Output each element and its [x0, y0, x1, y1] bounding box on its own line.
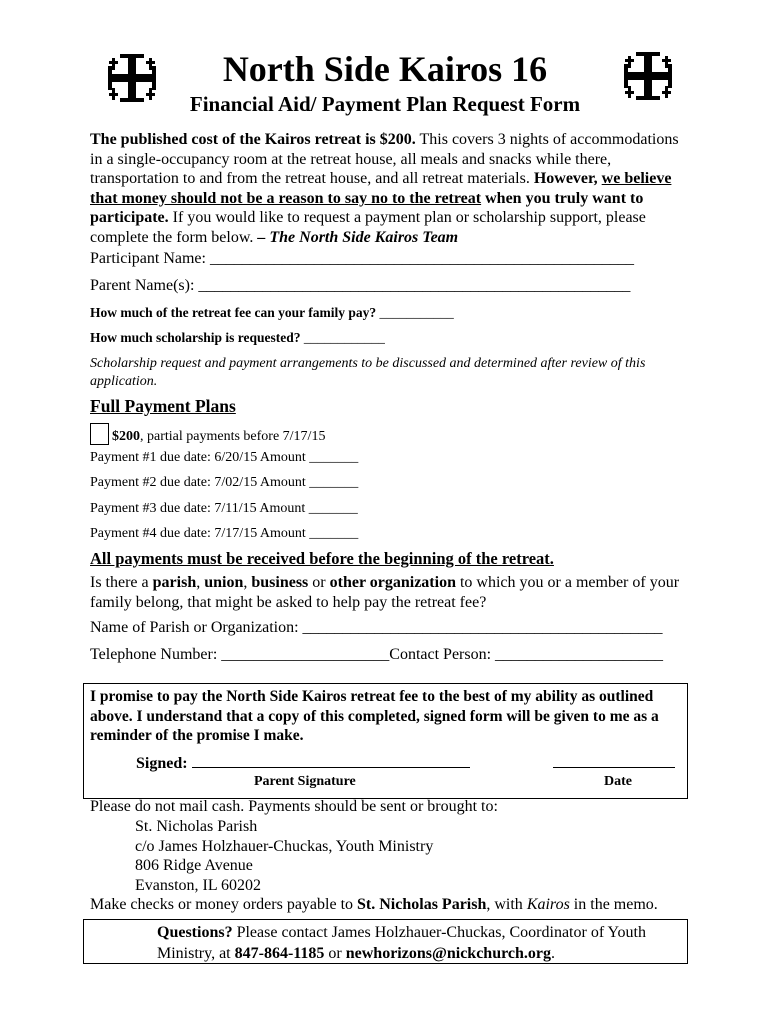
payment-row-2[interactable]: Payment #2 due date: 7/02/15 Amount _______: [90, 475, 359, 490]
date-caption: Date: [604, 774, 632, 789]
telephone-blank[interactable]: _____________________: [221, 646, 390, 663]
signed-label: Signed:: [136, 755, 192, 772]
parent-name-label: Parent Name(s):: [90, 277, 199, 294]
scholarship-note: Scholarship request and payment arrangements to be discussed and determined after review of this application.: [90, 356, 646, 389]
intro-request-text: If you would like to request a payment plan or scholarship support, please complete the form below.: [90, 209, 646, 246]
family-pay-label: How much of the retreat fee can your family pay?: [90, 305, 380, 320]
intro-participate: when you truly want to participate.: [90, 189, 644, 227]
questions-text: Questions? Please contact James Holzhauer-Chuckas, Coordinator of Youth Ministry, at 847-864-1185 or newhorizons@nickchurch.org.: [157, 924, 646, 962]
payment-option-amount: $200: [112, 429, 140, 444]
participant-name-field[interactable]: [90, 250, 634, 268]
intro-money-statement: we believe that money should not be a reason to say no to the retreat: [90, 170, 672, 207]
contact-person-blank[interactable]: _____________________: [495, 646, 664, 663]
page-title: North Side Kairos 16: [222, 49, 548, 89]
scholarship-blank[interactable]: ____________: [303, 330, 385, 345]
payment-plan-checkbox[interactable]: [90, 423, 109, 445]
participant-name-blank[interactable]: _____________________________________________________: [209, 250, 634, 267]
address-line-4: Evanston, IL 60202: [135, 877, 262, 894]
intro-signoff: – The North Side Kairos Team: [257, 228, 459, 246]
contact-phone: 847-864-1185: [234, 945, 325, 962]
organization-name-blank[interactable]: _____________________________________________: [302, 619, 663, 636]
telephone-label: Telephone Number:: [90, 646, 222, 663]
parent-signature-caption: Parent Signature: [254, 774, 356, 789]
contact-person-label: Contact Person:: [389, 646, 496, 663]
family-pay-field[interactable]: [90, 305, 454, 321]
organization-question: Is there a parish, union, business or other organization to which you or a member of your family belong, that might be asked to help pay the retreat fee?: [90, 574, 680, 611]
scholarship-field[interactable]: [90, 330, 385, 346]
scholarship-label: How much scholarship is requested?: [90, 330, 304, 345]
signature-line[interactable]: [192, 754, 470, 768]
contact-email[interactable]: newhorizons@nickchurch.org: [345, 945, 551, 962]
telephone-contact-field[interactable]: [90, 646, 663, 664]
organization-name-label: Name of Parish or Organization:: [90, 619, 303, 636]
date-field[interactable]: [553, 754, 675, 773]
organization-name-field[interactable]: [90, 619, 663, 637]
payment-deadline-notice: All payments must be received before the beginning of the retreat.: [90, 549, 554, 568]
payment-row-1[interactable]: Payment #1 due date: 6/20/15 Amount _______: [90, 450, 359, 465]
payment-option-text: , partial payments before 7/17/15: [140, 429, 326, 444]
promise-text: I promise to pay the North Side Kairos retreat fee to the best of my ability as outlined above. I understand that a copy of this completed, signed form will be given to me as a reminder of the promise I make.: [90, 688, 659, 744]
family-pay-blank[interactable]: ___________: [379, 305, 454, 320]
signature-field[interactable]: [136, 754, 470, 773]
intro-paragraph: [90, 130, 690, 248]
page-subtitle: Financial Aid/ Payment Plan Request Form: [189, 92, 581, 116]
payment-row-3[interactable]: Payment #3 due date: 7/11/15 Amount _______: [90, 501, 358, 516]
address-line-2: c/o James Holzhauer-Chuckas, Youth Ministry: [135, 838, 434, 855]
intro-however: However,: [533, 170, 602, 188]
payment-option-200[interactable]: [90, 423, 325, 445]
intro-cost-detail: This covers 3 nights of accommodations in a single-occupancy room at the retreat house, all meals and snacks while there, transportation to and from the retreat house, and all retreat materials.: [90, 131, 679, 188]
full-payment-plans-heading: Full Payment Plans: [90, 396, 236, 416]
parent-name-field[interactable]: [90, 277, 630, 295]
parent-name-blank[interactable]: ______________________________________________________: [198, 277, 631, 294]
participant-name-label: Participant Name:: [90, 250, 210, 267]
address-line-1: St. Nicholas Parish: [135, 818, 258, 835]
date-line[interactable]: [553, 754, 675, 768]
payment-row-4[interactable]: Payment #4 due date: 7/17/15 Amount _______: [90, 526, 359, 541]
checks-payable-note: Make checks or money orders payable to St. Nicholas Parish, with Kairos in the memo.: [90, 896, 658, 913]
intro-cost: The published cost of the Kairos retreat is $200.: [90, 131, 416, 148]
mailing-note: Please do not mail cash. Payments should be sent or brought to:: [90, 798, 498, 815]
questions-label: Questions?: [157, 924, 233, 941]
address-line-3: 806 Ridge Avenue: [135, 857, 253, 874]
